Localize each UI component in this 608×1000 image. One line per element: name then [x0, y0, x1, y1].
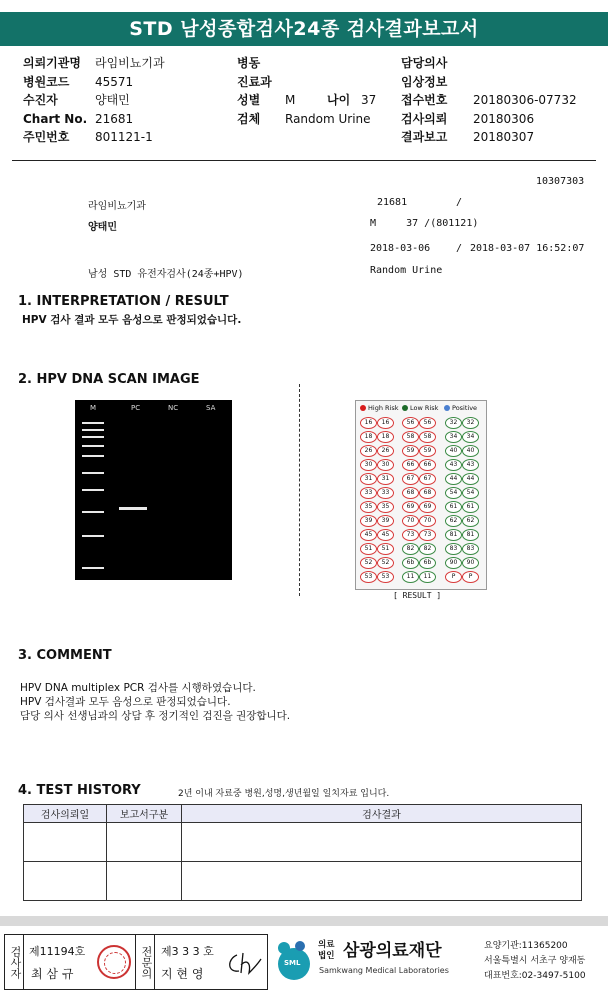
- header-col1: [23, 54, 203, 147]
- specimen-info: Random Urine: [370, 265, 443, 276]
- test-name: 남성 STD 유전자검사(24종+HPV): [88, 269, 244, 280]
- scan-cell: 6b: [402, 557, 419, 569]
- header-divider: [12, 160, 596, 161]
- table-row: [24, 823, 582, 862]
- scan-cell: 51: [377, 543, 394, 555]
- interpretation-text: HPV 검사 결과 모두 음성으로 판정되었습니다.: [22, 314, 242, 326]
- header-field-label: Chart No.: [23, 111, 88, 126]
- scan-cell: 70: [419, 515, 436, 527]
- scan-cell: 31: [377, 473, 394, 485]
- scan-cell: 39: [377, 515, 394, 527]
- header-field-value: 21681: [95, 111, 134, 126]
- scan-cell: 16: [377, 417, 394, 429]
- header-field-label: 임상정보: [401, 74, 448, 89]
- scan-cell: 44: [462, 473, 479, 485]
- scan-cell: P: [445, 571, 462, 583]
- scan-cell: 52: [377, 557, 394, 569]
- org-contact: [484, 939, 586, 984]
- scan-cell: 51: [360, 543, 377, 555]
- scan-cell: 58: [419, 431, 436, 443]
- header-field-value: 라임비뇨기과: [95, 56, 165, 70]
- scan-cell: 40: [462, 445, 479, 457]
- header-field-row: [23, 91, 203, 110]
- header-field-value: 양태민: [95, 93, 130, 107]
- age-value: 37: [361, 93, 377, 107]
- header-field-label: 수진자: [23, 93, 58, 107]
- marker-band: [82, 445, 104, 447]
- marker-band: [82, 567, 104, 569]
- scan-cell: 69: [402, 501, 419, 513]
- scan-cell: 90: [445, 557, 462, 569]
- chart-slash: /: [456, 197, 463, 208]
- org-prefix: 의료법인: [318, 940, 335, 961]
- marker-band: [82, 489, 104, 491]
- legend-label: Positive: [452, 404, 478, 412]
- scan-cell: 18: [360, 431, 377, 443]
- scan-cell: 26: [377, 445, 394, 457]
- scan-cell: 73: [419, 529, 436, 541]
- scan-cell: 83: [445, 543, 462, 555]
- scan-cell: 54: [445, 487, 462, 499]
- header-field-label: 담당의사: [401, 56, 448, 70]
- header-col2: [237, 54, 387, 128]
- scan-cell: 6b: [419, 557, 436, 569]
- header-field-row: [401, 91, 601, 110]
- marker-band: [82, 472, 104, 474]
- table-row: [24, 862, 582, 901]
- address: 서울특별시 서초구 양재동: [484, 956, 586, 966]
- header-field-value: 45571: [95, 74, 134, 89]
- chart-no: 21681: [377, 197, 408, 208]
- clinic-name: 라임비뇨기과: [88, 201, 146, 212]
- section-comment-title: 3. COMMENT: [18, 648, 112, 663]
- scan-cell: 44: [445, 473, 462, 485]
- header-field-value: 801121-1: [95, 130, 153, 144]
- ward-label: 병동: [237, 56, 261, 70]
- header-field-value: 20180307: [473, 130, 535, 144]
- scan-cell: 67: [402, 473, 419, 485]
- marker-band: [82, 511, 104, 513]
- specimen-value: Random Urine: [285, 111, 371, 126]
- scan-cell: 53: [360, 571, 377, 583]
- header-field-row: [23, 110, 203, 129]
- scan-cell: 45: [360, 529, 377, 541]
- header-field-row: [23, 54, 203, 73]
- scan-cell: 34: [462, 431, 479, 443]
- scan-cell: 52: [360, 557, 377, 569]
- sex-label: 성별: [237, 93, 261, 107]
- dept-label: 진료과: [237, 74, 272, 89]
- hpv-scan-grid: [355, 400, 487, 590]
- marker-band: [82, 455, 104, 457]
- scan-cell: 39: [360, 515, 377, 527]
- scan-cell: 90: [462, 557, 479, 569]
- gel-image: [75, 400, 232, 580]
- inspector-name: 최 삼 규: [31, 967, 74, 981]
- header-field-label: 병원코드: [23, 74, 70, 89]
- scan-cell: 34: [445, 431, 462, 443]
- header-field-row: [401, 128, 601, 147]
- scan-divider: [299, 384, 300, 596]
- pc-band: [119, 507, 147, 510]
- phone: 대표번호:02-3497-5100: [484, 971, 586, 981]
- legend-label: High Risk: [368, 404, 399, 412]
- date-slash: /: [456, 243, 463, 254]
- history-header-date: 검사의뢰일: [24, 805, 107, 823]
- scan-cell: P: [462, 571, 479, 583]
- scan-cell: 31: [360, 473, 377, 485]
- history-header-type: 보고서구분: [107, 805, 182, 823]
- gel-lane-nc: NC: [168, 404, 179, 412]
- scan-cell: 40: [445, 445, 462, 457]
- scan-legend: [358, 403, 484, 413]
- legend-dot: [402, 405, 408, 411]
- scan-cell: 35: [377, 501, 394, 513]
- scan-cell: 81: [445, 529, 462, 541]
- header-field-label: 결과보고: [401, 130, 448, 144]
- seal-stamp: [97, 945, 131, 979]
- scan-cell: 32: [445, 417, 462, 429]
- marker-band: [82, 436, 104, 438]
- scan-cell: 70: [402, 515, 419, 527]
- scan-cell: 68: [402, 487, 419, 499]
- date-request: 2018-03-06: [370, 243, 431, 254]
- scan-cell: 81: [462, 529, 479, 541]
- gel-lane-pc: PC: [131, 404, 141, 412]
- scan-cell: 58: [402, 431, 419, 443]
- marker-band: [82, 429, 104, 431]
- scan-cell: 30: [360, 459, 377, 471]
- scan-cell: 61: [445, 501, 462, 513]
- comment-line: 담당 의사 선생님과의 상담 후 정기적인 검진을 권장합니다.: [20, 710, 291, 722]
- comment-text: [20, 681, 290, 723]
- header-field-row: [23, 128, 203, 147]
- scan-cell: 43: [462, 459, 479, 471]
- header-field-row: [401, 73, 601, 92]
- scan-cell: 33: [360, 487, 377, 499]
- section-scan-title: 2. HPV DNA SCAN IMAGE: [18, 372, 200, 387]
- doctor-label: 전문의: [135, 935, 155, 989]
- scan-cell: 32: [462, 417, 479, 429]
- scan-cell: 61: [462, 501, 479, 513]
- doctor-name: 지 현 영: [161, 967, 204, 981]
- scan-cell: 73: [402, 529, 419, 541]
- scan-cell: 62: [462, 515, 479, 527]
- header-field-label: 접수번호: [401, 93, 448, 107]
- marker-band: [82, 535, 104, 537]
- header-field-row: [23, 73, 203, 92]
- section-history-title: 4. TEST HISTORY: [18, 783, 141, 798]
- gel-lane-labels: [75, 404, 232, 416]
- signature-box: [4, 934, 268, 990]
- report-title: STD 남성종합검사24종 검사결과보고서: [0, 12, 608, 46]
- scan-cell: 66: [419, 459, 436, 471]
- patient-name: 양태민: [88, 222, 117, 233]
- specimen-label: 검체: [237, 111, 261, 126]
- reg-no: 요양기관:11365200: [484, 941, 568, 951]
- id-code: 10307303: [536, 176, 585, 187]
- scan-cell: 82: [419, 543, 436, 555]
- legend-label: Low Risk: [410, 404, 439, 412]
- scan-cell: 30: [377, 459, 394, 471]
- scan-cell: 68: [419, 487, 436, 499]
- header-field-row: [401, 54, 601, 73]
- inspector-label: 검사자: [5, 935, 24, 989]
- scan-cell: 43: [445, 459, 462, 471]
- scan-cell: 26: [360, 445, 377, 457]
- scan-cell: 53: [377, 571, 394, 583]
- sex-value: M: [285, 93, 296, 107]
- history-note: 2년 이내 자료중 병원,성명,생년월일 일치자료 입니다.: [178, 789, 390, 799]
- scan-cell: 11: [402, 571, 419, 583]
- doctor-no: 제3 3 3 호: [161, 945, 214, 958]
- history-header-row: [24, 805, 582, 823]
- header-field-label: 의뢰기관명: [23, 56, 81, 70]
- scan-cell: 45: [377, 529, 394, 541]
- marker-band: [82, 422, 104, 424]
- comment-line: HPV DNA multiplex PCR 검사를 시행하였습니다.: [20, 682, 256, 694]
- history-table: [23, 804, 582, 901]
- section-interpretation-title: 1. INTERPRETATION / RESULT: [18, 294, 229, 309]
- scan-cell: 59: [419, 445, 436, 457]
- scan-cell: 82: [402, 543, 419, 555]
- scan-cell: 62: [445, 515, 462, 527]
- gel-lane-m: M: [90, 404, 97, 412]
- scan-result-label: [ RESULT ]: [393, 591, 442, 600]
- history-header-result: 검사결과: [182, 805, 582, 823]
- scan-cell: 83: [462, 543, 479, 555]
- sex-age: M 37 /(801121): [370, 218, 479, 229]
- header-field-value: 20180306: [473, 111, 535, 126]
- scan-cell: 66: [402, 459, 419, 471]
- header-field-row: [401, 110, 601, 129]
- footer-band: [0, 916, 608, 926]
- scan-cell: 54: [462, 487, 479, 499]
- scan-cell: 11: [419, 571, 436, 583]
- scan-cell: 35: [360, 501, 377, 513]
- header-info: [23, 54, 593, 150]
- scan-cells: [356, 417, 486, 587]
- org-english: Samkwang Medical Laboratories: [319, 966, 449, 975]
- org-name: 삼광의료재단: [343, 941, 442, 961]
- scan-cell: 18: [377, 431, 394, 443]
- scan-cell: 56: [402, 417, 419, 429]
- scan-cell: 69: [419, 501, 436, 513]
- legend-dot: [360, 405, 366, 411]
- scan-cell: 33: [377, 487, 394, 499]
- scan-cell: 59: [402, 445, 419, 457]
- logo-text: SML: [284, 959, 301, 967]
- scan-cell: 16: [360, 417, 377, 429]
- scan-cell: 67: [419, 473, 436, 485]
- header-field-label: 검사의뢰: [401, 111, 448, 126]
- legend-dot: [444, 405, 450, 411]
- header-field-label: 주민번호: [23, 130, 70, 144]
- age-label: 나이: [327, 93, 351, 107]
- header-field-value: 20180306-07732: [473, 93, 577, 107]
- gel-lane-sa: SA: [206, 404, 216, 412]
- comment-line: HPV 검사결과 모두 음성으로 판정되었습니다.: [20, 696, 231, 708]
- inspector-no: 제11194호: [29, 945, 86, 958]
- scan-cell: 56: [419, 417, 436, 429]
- date-report: 2018-03-07 16:52:07: [470, 243, 585, 254]
- doctor-signature: [225, 947, 265, 979]
- header-col3: [401, 54, 601, 147]
